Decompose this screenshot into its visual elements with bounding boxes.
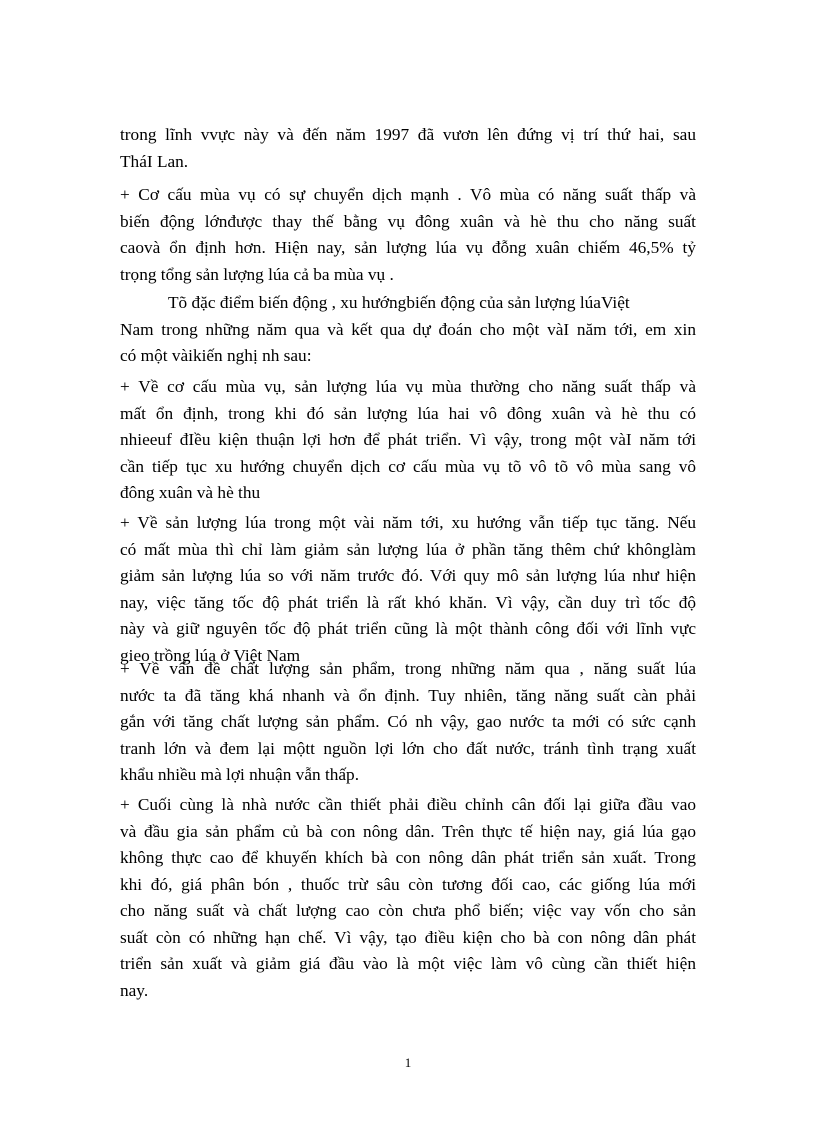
text-line: đông xuân và hè thu [120,483,261,502]
text-line: + Về cơ cấu mùa vụ, sản lượng lúa vụ mùa thường cho năng suất thấp và [120,377,696,396]
text-line: và đầu gia sản phẩm củ bà con nông dân. Trên thực tế hiện nay, giá lúa gạo [120,821,696,841]
text-line: suất còn có những hạn chế. Vì vậy, tạo điều kiện cho bà con nông dân phát [120,927,696,947]
paragraph-7 [120,792,696,1004]
text-line: tranh lớn và đem lại mộtt nguồn lợi lớn cho đất nước, tránh tình trạng xuất [120,738,696,758]
text-line: cho năng suất và chất lượng cao còn chưa phổ biến; việc vay vốn cho sản [120,901,696,920]
text-line: không thực cao để khuyến khích bà con nông dân phát triển sản xuất. Trong [120,848,696,867]
page-number: 1 [404,1055,412,1070]
text-line: cần tiếp tục xu hướng chuyển dịch cơ cấu mùa vụ tõ vô tõ vô mùa sang vô [120,456,696,476]
text-line: trong lĩnh vvực này và đến năm 1997 đã vươn lên đứng vị trí thứ hai, sau [120,125,696,144]
text-line: mất ổn định, trong khi đó sản lượng lúa hai vô đông xuân và hè thu có [120,403,696,423]
text-line: + Về sản lượng lúa trong một vài năm tới, xu hướng vẫn tiếp tục tăng. Nếu [120,513,696,532]
paragraph-6 [120,656,696,789]
paragraph-2 [120,182,696,288]
text-line: nay, việc tăng tốc độ phát triển là rất khó khăn. Vì vậy, cần duy trì tốc độ [120,592,696,612]
text-line: triển sản xuất và giảm giá đầu vào là một việc làm vô cùng cần thiết hiện [120,954,696,973]
paragraph-3 [120,290,696,370]
text-line: caovà ổn định hơn. Hiện nay, sản lượng lúa vụ đỗng xuân chiếm 46,5% tỷ [120,238,696,257]
text-line: nước ta đã tăng khá nhanh và ổn định. Tuy nhiên, tăng năng suất càn phải [120,685,696,705]
text-line: Nam trong những năm qua và kết qua dự đoán cho một vàI năm tới, em xin [120,319,696,339]
text-line: có một vàikiến nghị nh sau: [120,346,312,365]
text-line: khẩu nhiều mà lợi nhuận vẫn thấp. [120,765,360,784]
text-line: nhieeuf đIều kiện thuận lợi hơn để phát triển. Vì vậy, trong một vàI năm tới [120,430,696,449]
text-line: giảm sản lượng lúa so với năm trước đó. Với quy mô sản lượng lúa như hiện [120,566,696,585]
text-line: gắn với tăng chất lượng sản phẩm. Có nh vậy, gao nước ta mới có sức cạnh [120,712,696,731]
text-line: nay. [120,980,149,1000]
paragraph-5 [120,510,696,669]
text-line: TháI Lan. [120,151,189,171]
text-line: + Về vấn đề chất lượng sản phẩm, trong những năm qua , năng suất lúa [120,659,696,678]
text-line: khi đó, giá phân bón , thuốc trừ sâu còn tương đối cao, các giống lúa mới [120,874,696,894]
text-line: này và giữ nguyên tốc độ phát triển cũng là một thành công đối với lĩnh vực [120,619,696,638]
text-line: biến động lớnđược thay thế bằng vụ đông xuân và hè thu cho năng suất [120,211,696,231]
text-line: có mất mùa thì chỉ làm giảm sản lượng lúa ở phần tăng thêm chứ khônglàm [120,539,696,559]
paragraph-1 [120,122,696,175]
text-line: + Cơ cấu mùa vụ có sự chuyển dịch mạnh . Vô mùa có năng suất thấp và [120,185,696,204]
text-line: Tõ đặc điểm biến động , xu hướngbiến động của sản lượng lúaViệt [168,293,630,312]
text-line: gieo trồng lúa ở Việt Nam [120,645,301,665]
text-line: + Cuối cùng là nhà nước cần thiết phải điều chỉnh cân đối lại giữa đầu vao [120,795,696,814]
text-line: trọng tổng sản lượng lúa cả ba mùa vụ . [120,264,394,284]
paragraph-4 [120,374,696,507]
